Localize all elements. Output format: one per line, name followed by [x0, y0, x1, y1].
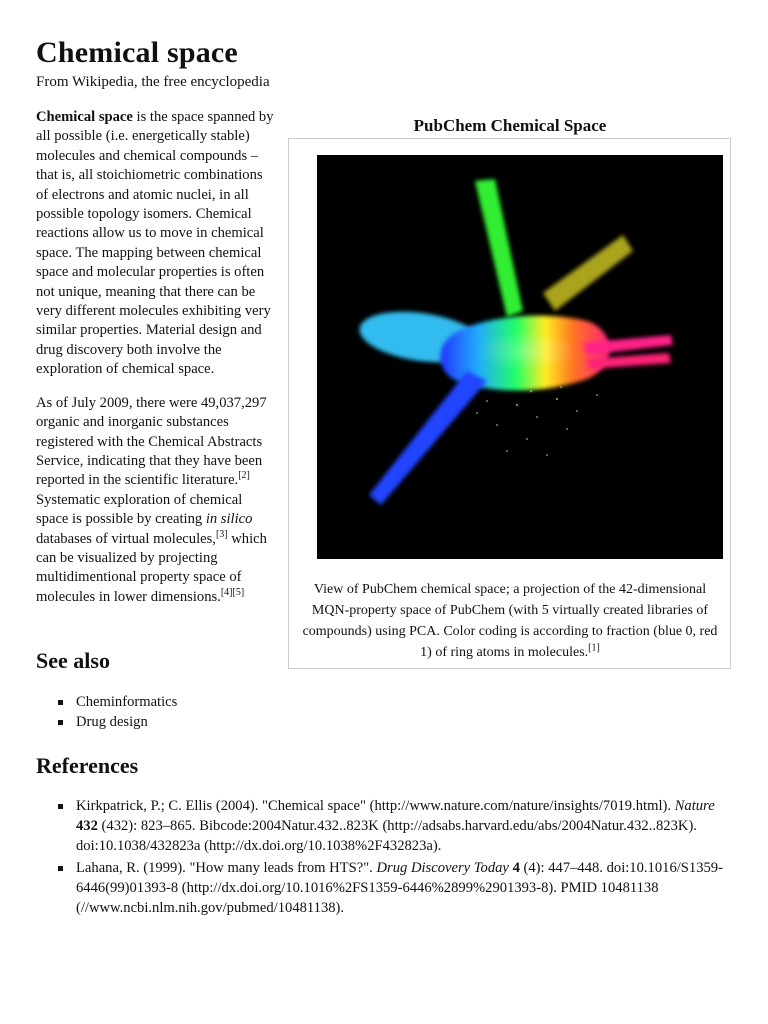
reference-text[interactable]: (4): 447–448. doi:10.1016/S1359-6446(99)01393-8 (http://dx.doi.org/10.1016%2FS1359-6446%2899%2901393-8). PMID 10481138 (//www.ncbi.nlm.nih.gov/pubmed/10481138).: [76, 860, 723, 916]
reference-item: [56, 796, 736, 856]
page-title: Chemical space: [36, 36, 238, 69]
intro-paragraph: [36, 108, 276, 380]
citation-link[interactable]: [3]: [215, 528, 228, 540]
figure-box: [288, 138, 731, 669]
intro-term: Chemical space: [36, 109, 133, 125]
page-subtitle: From Wikipedia, the free encyclopedia: [36, 74, 270, 90]
citation-link[interactable]: [1]: [588, 642, 600, 654]
chemical-space-projection: [317, 155, 723, 559]
intro-text: is the space spanned by all possible (i.e. energetically stable) molecules and chemical compounds – that is, all stoichiometric combinations of electrons and atomic nuclei, in all possible topology isomers. Chemical reactions allow us to move in chemical space. The mapping between chemical space and molecular properties is often not unique, meaning that there can be very different molecules exhibiting very similar properties. Material design and drug discovery both involve the exploration of chemical space.: [36, 109, 274, 378]
reference-text[interactable]: Kirkpatrick, P.; C. Ellis (2004). "Chemical space" (http://www.nature.com/nature/insights/7019.html).: [76, 798, 675, 814]
section-heading-references: References: [36, 753, 139, 778]
registry-paragraph: [36, 394, 276, 607]
reference-journal: Nature: [674, 798, 715, 814]
registry-text-1: As of July 2009, there were 49,037,297 organic and inorganic substances registered with the Chemical Abstracts Service, indicating that they have been reported in the scientific literature.: [36, 394, 267, 489]
caption-text: View of PubChem chemical space; a projection of the 42-dimensional MQN-property space of PubChem (with 5 virtually created libraries of compounds) using PCA. Color coding is according to fraction (blue 0, red 1) of ring atoms in molecules.: [302, 582, 718, 660]
figure-caption: [295, 579, 725, 663]
citation-link[interactable]: [2]: [238, 470, 250, 482]
citation-link[interactable]: [4][5]: [220, 586, 245, 598]
article-body: [36, 108, 276, 621]
see-also-link[interactable]: Cheminformatics: [56, 692, 177, 712]
figure-title: PubChem Chemical Space: [413, 116, 607, 135]
reference-volume: 4: [512, 860, 520, 876]
pubchem-chemical-space-image[interactable]: [317, 155, 723, 559]
registry-text-4: which can be visualized by projecting multidimentional property space of molecules in lower dimensions.: [36, 530, 267, 605]
registry-text-3: databases of virtual molecules,: [36, 530, 216, 547]
reference-item: [56, 858, 736, 918]
reference-text[interactable]: (432): 823–865. Bibcode:2004Natur.432..823K (http://adsabs.harvard.edu/abs/2004Natur.432..823K). doi:10.1038/432823a (http://dx.doi.org/10.1038%2F432823a).: [76, 818, 697, 854]
reference-journal: Drug Discovery Today: [376, 860, 509, 876]
section-heading-see-also: See also: [36, 648, 110, 673]
registry-text-2: Systematic exploration of chemical space is possible by creating: [36, 491, 243, 528]
see-also-link[interactable]: Drug design: [56, 712, 177, 732]
references-list: [56, 796, 736, 920]
in-silico-term: in silico: [205, 511, 253, 528]
reference-volume: 432: [76, 818, 98, 834]
see-also-list: [56, 692, 177, 732]
reference-text[interactable]: Lahana, R. (1999). "How many leads from HTS?".: [76, 860, 377, 876]
